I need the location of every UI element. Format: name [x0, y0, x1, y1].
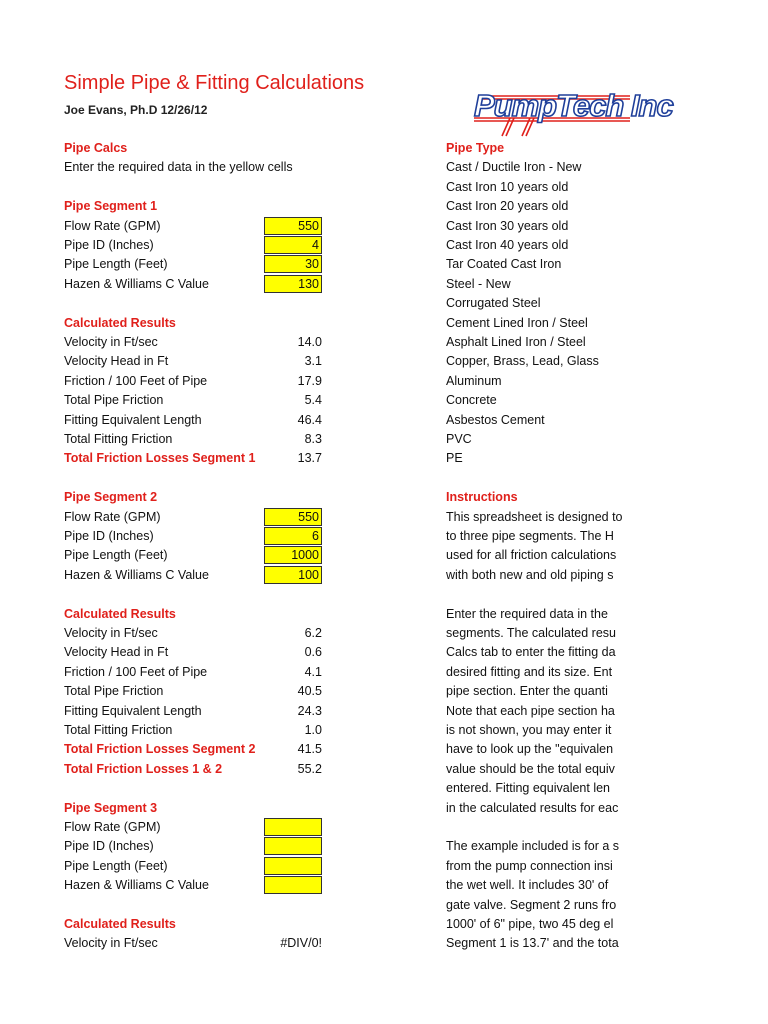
text-line: to three pipe segments. The H: [446, 529, 614, 543]
text-line: Cement Lined Iron / Steel: [446, 315, 588, 330]
text-line: Enter the required data in the: [446, 606, 608, 621]
section-heading: Pipe Segment 1: [64, 199, 158, 214]
right-row: [0, 895, 768, 915]
section-heading: Pipe Segment 2: [64, 490, 158, 505]
result-value: 8.3: [304, 432, 322, 446]
field-label: Pipe ID (Inches): [64, 529, 154, 543]
text-line: Steel - New: [446, 276, 511, 291]
result-value: 0.6: [304, 645, 322, 660]
text-line: in the calculated results for eac: [446, 800, 619, 815]
result-value: 41.5: [297, 742, 322, 757]
section-heading: Total Friction Losses Segment 1: [64, 451, 256, 466]
text-line: from the pump connection insi: [446, 858, 613, 873]
right-row: [0, 448, 768, 468]
text-line: Cast Iron 30 years old: [446, 218, 569, 233]
right-row: [0, 701, 768, 721]
right-row: [0, 429, 768, 449]
right-row: [0, 681, 768, 701]
field-label: Hazen & Williams C Value: [64, 276, 209, 291]
result-value: 5.4: [304, 393, 322, 408]
right-row: [0, 157, 768, 177]
right-row: [0, 468, 768, 488]
right-row: [0, 487, 768, 507]
field-label: Enter the required data in the yellow cells: [64, 160, 293, 175]
right-row: [0, 836, 768, 856]
input-cell[interactable]: 130: [264, 275, 322, 293]
field-label: Total Pipe Friction: [64, 393, 164, 408]
right-row: [0, 410, 768, 430]
right-row: [0, 235, 768, 255]
field-label: Velocity Head in Ft: [64, 645, 169, 660]
right-row: [0, 584, 768, 604]
right-row: [0, 759, 768, 779]
input-cell[interactable]: 550: [264, 217, 322, 235]
text-line: Cast Iron 10 years old: [446, 179, 569, 194]
text-line: Cast / Ductile Iron - New: [446, 160, 582, 175]
section-heading: Pipe Type: [446, 141, 505, 155]
text-line: Corrugated Steel: [446, 296, 541, 311]
text-line: with both new and old piping s: [446, 567, 614, 582]
result-value: 3.1: [304, 354, 322, 369]
input-cell[interactable]: 1000: [264, 546, 322, 564]
text-line: PE: [446, 451, 463, 466]
right-row: [0, 274, 768, 294]
section-heading: Calculated Results: [64, 606, 176, 621]
right-row: [0, 875, 768, 895]
field-label: Total Fitting Friction: [64, 723, 173, 737]
text-line: Tar Coated Cast Iron: [446, 257, 562, 272]
text-line: gate valve. Segment 2 runs fro: [446, 897, 617, 912]
right-row: [0, 565, 768, 585]
input-cell[interactable]: 4: [264, 236, 322, 254]
text-line: Asphalt Lined Iron / Steel: [446, 335, 586, 349]
right-row: [0, 642, 768, 662]
right-row: [0, 914, 768, 934]
right-row: [0, 817, 768, 837]
right-row: [0, 138, 768, 158]
text-line: desired fitting and its size. Ent: [446, 664, 613, 679]
field-label: Flow Rate (GPM): [64, 509, 161, 524]
text-line: Asbestos Cement: [446, 412, 545, 427]
result-value: #DIV/0!: [280, 936, 322, 951]
right-row: [0, 778, 768, 798]
input-cell[interactable]: 100: [264, 566, 322, 584]
right-row: [0, 390, 768, 410]
text-line: Note that each pipe section ha: [446, 703, 615, 718]
text-line: Copper, Brass, Lead, Glass: [446, 354, 599, 369]
text-line: 1000' of 6" pipe, two 45 deg el: [446, 917, 614, 931]
field-label: Pipe ID (Inches): [64, 238, 154, 252]
field-label: Velocity Head in Ft: [64, 354, 169, 369]
input-cell[interactable]: 30: [264, 255, 322, 273]
field-label: Friction / 100 Feet of Pipe: [64, 664, 208, 679]
text-line: have to look up the "equivalen: [446, 742, 614, 757]
right-row: [0, 623, 768, 643]
result-value: 14.0: [297, 335, 322, 349]
right-row: [0, 526, 768, 546]
right-row: [0, 720, 768, 740]
field-label: Pipe Length (Feet): [64, 548, 168, 563]
field-label: Pipe Length (Feet): [64, 858, 168, 873]
field-label: Flow Rate (GPM): [64, 820, 161, 834]
right-row: [0, 332, 768, 352]
section-heading: Total Friction Losses Segment 2: [64, 742, 256, 757]
field-label: Velocity in Ft/sec: [64, 936, 158, 951]
right-row: [0, 313, 768, 333]
field-label: Total Fitting Friction: [64, 432, 173, 446]
right-row: [0, 662, 768, 682]
result-value: 46.4: [297, 412, 322, 427]
input-cell[interactable]: 6: [264, 527, 322, 545]
right-row: [0, 856, 768, 876]
field-label: Hazen & Williams C Value: [64, 567, 209, 582]
section-heading: Calculated Results: [64, 315, 176, 330]
text-line: segments. The calculated resu: [446, 626, 617, 640]
result-value: 17.9: [297, 373, 322, 388]
text-line: pipe section. Enter the quanti: [446, 684, 608, 699]
text-line: PVC: [446, 432, 472, 446]
result-value: 6.2: [304, 626, 322, 640]
field-label: Friction / 100 Feet of Pipe: [64, 373, 208, 388]
field-label: Pipe Length (Feet): [64, 257, 168, 272]
right-row: [0, 739, 768, 759]
text-line: The example included is for a s: [446, 839, 620, 854]
right-row: [0, 196, 768, 216]
right-row: [0, 177, 768, 197]
text-line: Segment 1 is 13.7' and the tota: [446, 936, 619, 951]
field-label: Fitting Equivalent Length: [64, 703, 202, 718]
right-row: [0, 545, 768, 565]
field-label: Pipe ID (Inches): [64, 839, 154, 854]
logo-text: PumpTech Inc: [474, 88, 673, 123]
text-line: the wet well. It includes 30' of: [446, 878, 609, 893]
text-line: is not shown, you may enter it: [446, 723, 612, 737]
right-row: [0, 371, 768, 391]
field-label: Flow Rate (GPM): [64, 218, 161, 233]
page-title: Simple Pipe & Fitting Calculations: [64, 72, 365, 94]
result-value: 13.7: [297, 451, 322, 466]
text-line: entered. Fitting equivalent len: [446, 781, 610, 796]
field-label: Hazen & Williams C Value: [64, 878, 209, 893]
author-line: Joe Evans, Ph.D 12/26/12: [64, 103, 208, 117]
text-line: value should be the total equiv: [446, 761, 615, 776]
text-line: Cast Iron 40 years old: [446, 238, 569, 252]
right-row: [0, 351, 768, 371]
field-label: Velocity in Ft/sec: [64, 335, 158, 349]
result-value: 24.3: [297, 703, 322, 718]
section-heading: Pipe Calcs: [64, 141, 128, 155]
field-label: Fitting Equivalent Length: [64, 412, 202, 427]
section-heading: Total Friction Losses 1 & 2: [64, 761, 223, 776]
right-row: [0, 933, 768, 953]
text-line: Concrete: [446, 393, 497, 408]
input-cell[interactable]: 550: [264, 508, 322, 526]
pumptech-logo: [470, 78, 673, 136]
field-label: Velocity in Ft/sec: [64, 626, 158, 640]
right-row: [0, 216, 768, 236]
result-value: 4.1: [304, 664, 322, 679]
text-line: Aluminum: [446, 373, 502, 388]
text-line: This spreadsheet is designed to: [446, 509, 623, 524]
section-heading: Pipe Segment 3: [64, 800, 158, 815]
right-row: [0, 798, 768, 818]
section-heading: Calculated Results: [64, 917, 176, 931]
field-label: Total Pipe Friction: [64, 684, 164, 699]
right-row: [0, 293, 768, 313]
text-line: Cast Iron 20 years old: [446, 199, 569, 214]
right-row: [0, 254, 768, 274]
right-row: [0, 507, 768, 527]
right-row: [0, 604, 768, 624]
text-line: used for all friction calculations: [446, 548, 617, 563]
section-heading: Instructions: [446, 490, 518, 505]
result-value: 1.0: [304, 723, 322, 737]
result-value: 55.2: [297, 761, 322, 776]
result-value: 40.5: [297, 684, 322, 699]
text-line: Calcs tab to enter the fitting da: [446, 645, 616, 660]
